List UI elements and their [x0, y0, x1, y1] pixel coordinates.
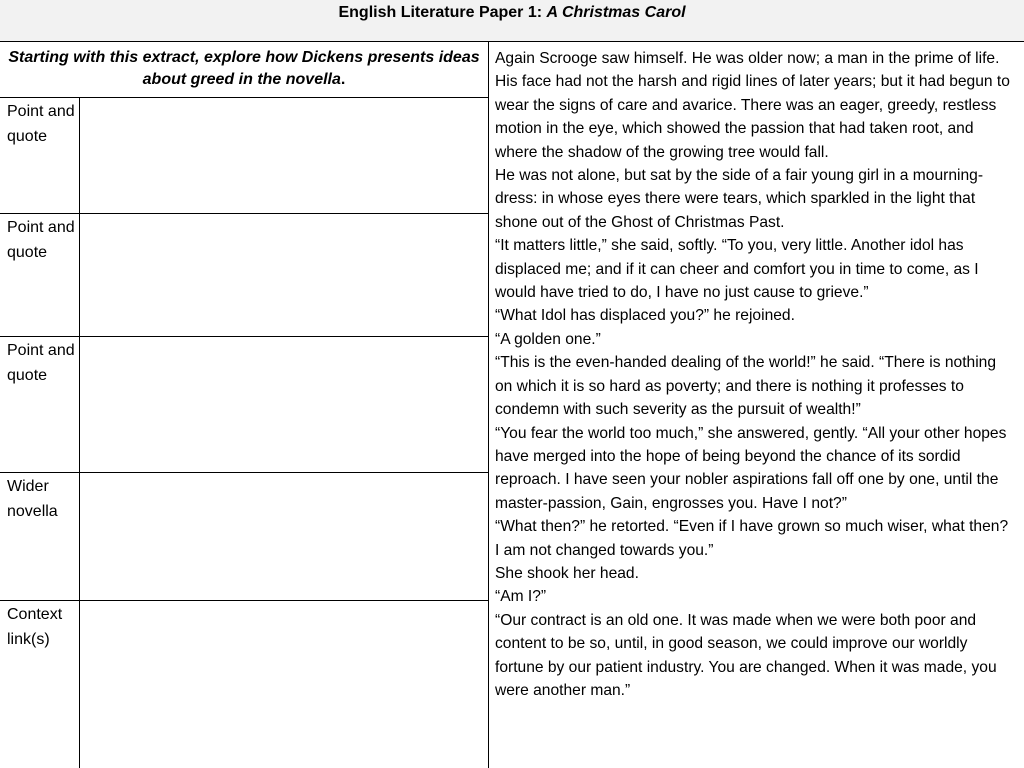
answer-cell-wider-novella[interactable] — [80, 473, 488, 600]
extract-paragraph: “What then?” he retorted. “Even if I have grown so much wiser, what then? I am not changed towards you.” — [495, 518, 1009, 559]
row-context-links — [0, 601, 488, 768]
extract-paragraph: “You fear the world too much,” she answered, gently. “All your other hopes have merged into the hope of being beyond the chance of its sordid reproach. I have seen your nobler aspirations fall off one by one, until the master-passion, Gain, engrosses you. Have I not?” — [495, 424, 1007, 512]
row-label: Wider novella — [0, 473, 80, 600]
row-wider-novella — [0, 473, 488, 601]
answer-cell-point-3[interactable] — [80, 337, 488, 472]
row-label: Point and quote — [0, 98, 80, 213]
extract-paragraph: She shook her head. — [495, 564, 639, 582]
extract-paragraph: He was not alone, but sat by the side of a fair young girl in a mourning-dress: in whose eyes there were tears, which sparkled in the light that shone out of the Ghost of Christmas Past. — [495, 167, 984, 231]
question-prompt — [0, 42, 488, 98]
extract-paragraph: “A golden one.” — [495, 330, 601, 348]
answer-cell-point-2[interactable] — [80, 214, 488, 336]
extract-paragraph: “It matters little,” she said, softly. “To you, very little. Another idol has displaced me; and if it can cheer and comfort you in time to come, as I would have tried to do, I have no just cause to grieve.” — [495, 237, 979, 302]
row-label: Point and quote — [0, 337, 80, 472]
answer-cell-point-1[interactable] — [80, 98, 488, 213]
extract-panel — [489, 42, 1024, 768]
row-label: Point and quote — [0, 214, 80, 336]
extract-paragraph: Again Scrooge saw himself. He was older now; a man in the prime of life. His face had not the harsh and rigid lines of later years; but it had begun to wear the signs of care and avarice. There was an eager, greedy, restless motion in the eye, which showed the passion that had taken root, and where the shadow of the growing tree would fall. — [495, 50, 1010, 161]
question-tail: . — [340, 71, 346, 88]
row-point-2 — [0, 214, 488, 337]
row-point-3 — [0, 337, 488, 473]
page-title — [0, 0, 1024, 42]
question-text: Starting with this extract, explore how Dickens presents ideas about greed in the novella — [8, 49, 480, 88]
row-point-1 — [0, 98, 488, 214]
row-label: Context link(s) — [0, 601, 80, 768]
extract-paragraph: “What Idol has displaced you?” he rejoined. — [495, 307, 795, 325]
title-prefix: English Literature Paper 1: — [338, 4, 547, 21]
answer-cell-context[interactable] — [80, 601, 488, 768]
extract-paragraph: “Our contract is an old one. It was made when we were both poor and content to be so, until, in good season, we could improve our worldly fortune by our patient industry. You are changed. When it was made, you were another man.” — [495, 611, 997, 699]
extract-paragraph: “This is the even-handed dealing of the world!” he said. “There is nothing on which it is so hard as poverty; and there is nothing it professes to condemn with such severity as the pursuit of wealth!” — [495, 354, 997, 419]
title-novel: A Christmas Carol — [546, 4, 686, 21]
extract-paragraph: “Am I?” — [495, 588, 547, 606]
response-grid — [0, 42, 489, 768]
